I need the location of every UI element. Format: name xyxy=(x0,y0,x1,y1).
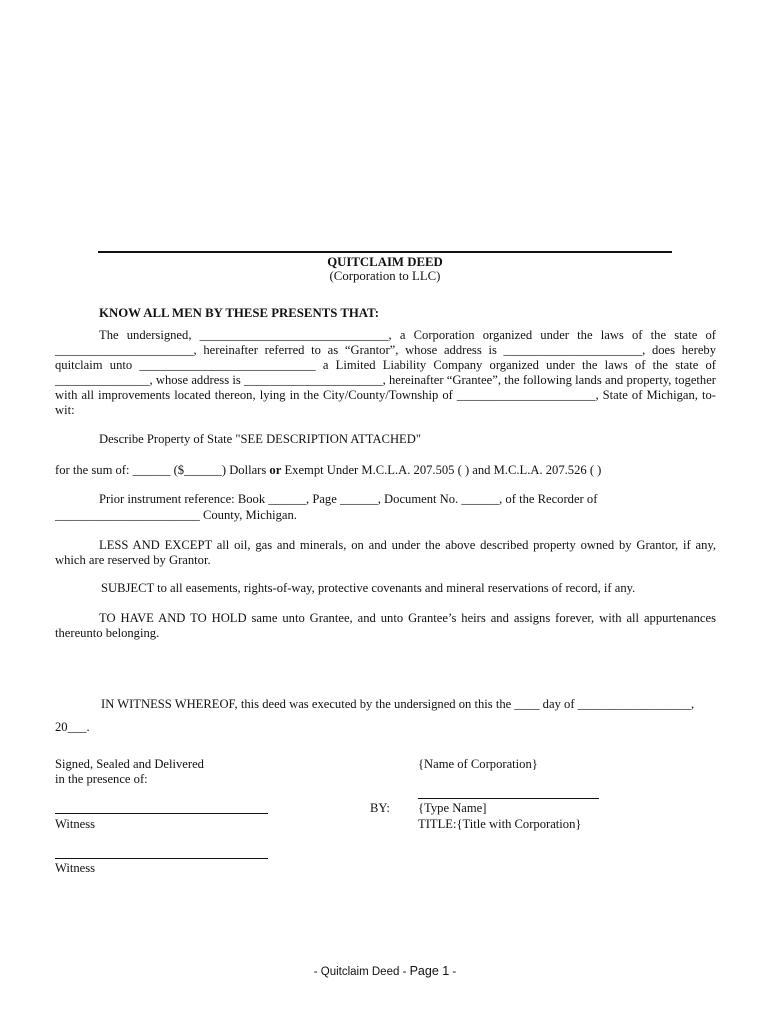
witness2-signature-line xyxy=(55,858,268,859)
subject-to-paragraph: SUBJECT to all easements, rights-of-way, protective covenants and mineral reservations of record, if any. xyxy=(101,581,636,595)
prior-instrument-line: Prior instrument reference: Book ______, Page ______, Document No. ______, of the Recorder of xyxy=(99,492,598,506)
witness-whereof-line: IN WITNESS WHEREOF, this deed was executed by the undersigned on this the ____ day of __________________, xyxy=(101,697,695,711)
presence-of-label: in the presence of: xyxy=(55,772,148,786)
less-except-paragraph: LESS AND EXCEPT all oil, gas and minerals, on and under the above described property owned by Grantor, if any, which are reserved by Grantor. xyxy=(55,538,716,567)
witness1-label: Witness xyxy=(55,817,96,831)
sum-text-part2: Exempt Under M.C.L.A. 207.505 ( ) and M.C.L.A. 207.526 ( ) xyxy=(281,463,602,477)
know-all-heading: KNOW ALL MEN BY THESE PRESENTS THAT: xyxy=(99,306,379,320)
footer-prefix: - Quitclaim Deed - xyxy=(313,966,410,978)
witness2-label: Witness xyxy=(55,861,96,875)
name-of-corporation-placeholder: {Name of Corporation} xyxy=(418,757,538,771)
type-name-placeholder: {Type Name] xyxy=(418,801,487,815)
undersigned-paragraph: The undersigned, ______________________________, a Corporation organized under the laws of the state of ______________________, hereinafter referred to as “Grantor”, whose address is ______________________, does hereby quitclaim unto ____________________________ a Limited Liability Company organized under the laws of the state of _______________, whose address is ______________________, hereinafter “Grantee”, the following lands and property, together with all improvements located thereon, lying in the City/County/Township of ______________________, State of Michigan, to-wit: xyxy=(55,328,716,417)
sum-line xyxy=(55,463,601,478)
prior-instrument-county: _______________________ County, Michigan. xyxy=(55,508,297,522)
document-subtitle: (Corporation to LLC) xyxy=(329,269,441,283)
describe-property-line: Describe Property of State "SEE DESCRIPTION ATTACHED" xyxy=(99,432,421,446)
signed-sealed-label: Signed, Sealed and Delivered xyxy=(55,757,204,771)
year-line: 20___. xyxy=(55,720,90,734)
footer-suffix: - xyxy=(449,966,457,978)
page-footer xyxy=(0,964,770,978)
document-title: QUITCLAIM DEED xyxy=(327,255,443,269)
sum-or-word: or xyxy=(269,463,282,477)
footer-page-number: Page 1 xyxy=(409,964,450,978)
title-with-corporation-placeholder: TITLE:{Title with Corporation} xyxy=(418,817,582,831)
header-rule xyxy=(98,251,672,253)
to-have-paragraph: TO HAVE AND TO HOLD same unto Grantee, and unto Grantee’s heirs and assigns forever, with all appurtenances thereunto belonging. xyxy=(55,611,716,640)
sum-text-part1: for the sum of: ______ ($______) Dollars xyxy=(55,463,270,477)
corporation-signature-line xyxy=(418,798,599,799)
witness1-signature-line xyxy=(55,813,268,814)
by-label: BY: xyxy=(370,801,390,815)
